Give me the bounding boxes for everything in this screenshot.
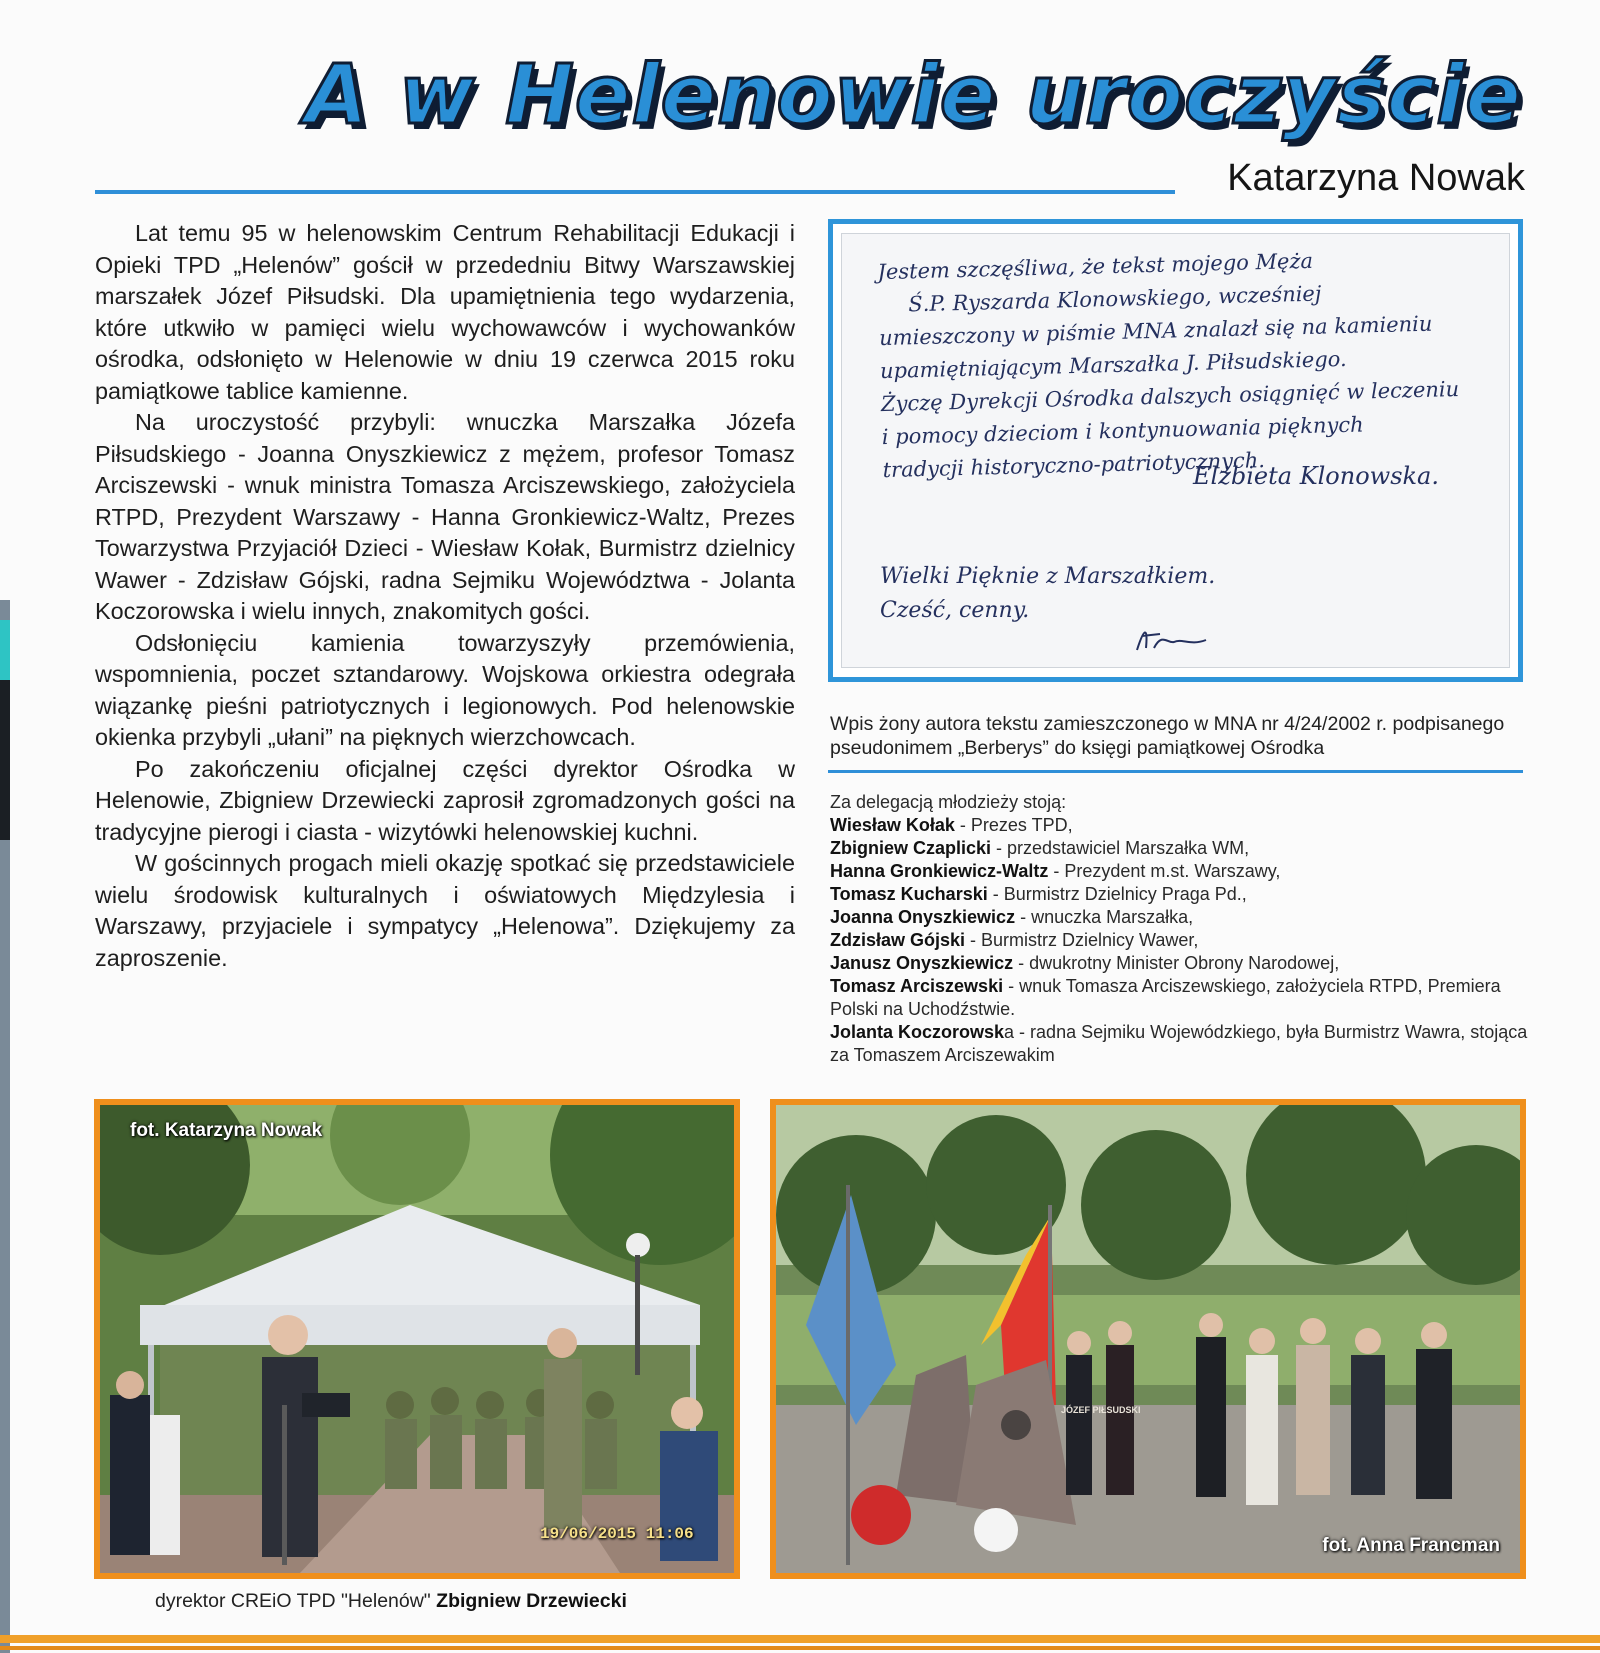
person-role: - wnuk Tomasza Arciszewskiego, założyciela RTPD, Premiera Polski na Uchodźstwie.	[830, 976, 1501, 1019]
plaque-inscription: JÓZEF PIŁSUDSKI	[1061, 1405, 1141, 1415]
handwriting-line: Jestem szczęśliwa, że tekst mojego Męża	[877, 248, 1314, 285]
guestbook-page	[841, 233, 1510, 668]
person-role: - Burmistrz Dzielnicy Praga Pd.,	[987, 884, 1247, 904]
paragraph: Lat temu 95 w helenowskim Centrum Rehabilitacji Edukacji i Opieki TPD „Helenów” gościł w przededniu Bitwy Warszawskiej marszałek Józef Piłsudski. Dla upamiętnienia tego wydarzenia, które utkwiło w pamięci wielu wychowawców i wychowanków ośrodka, odsłonięto w Helenowie w dniu 19 czerwca 2015 roku pamiątkowe tablice kamienne.	[95, 220, 795, 404]
photo-caption-left	[155, 1590, 627, 1613]
handwriting-line: i pomocy dzieciom i kontynuowania pięknych	[881, 412, 1364, 450]
photo-credit-right: fot. Anna Francman	[1322, 1535, 1500, 1556]
person-name: Jolanta Koczorowsk	[830, 1022, 1005, 1042]
caption-name: Zbigniew Drzewiecki	[436, 1590, 627, 1612]
person-name: Zbigniew Czaplicki	[830, 838, 992, 858]
guestbook-handwriting	[877, 240, 1503, 487]
caption-text: dyrektor CREiO TPD "Helenów"	[155, 1590, 437, 1612]
list-item	[830, 929, 1530, 952]
delegation-intro: Za delegacją młodzieży stoją:	[830, 792, 1067, 812]
page-edge-accent	[0, 620, 10, 680]
guestbook-caption: Wpis żony autora tekstu zamieszczonego w MNA nr 4/24/2002 r. podpisanego pseudonimem „Berberys” do księgi pamiątkowej Ośrodka	[830, 713, 1505, 759]
handwriting-line: tradycji historyczno-patriotycznych.	[882, 448, 1266, 483]
paragraph: Po zakończeniu oficjalnej części dyrektor Ośrodka w Helenowie, Zbigniew Drzewiecki zaprosił zgromadzonych gości na tradycyjne pierogi i ciasta - wizytówki helenowskiej kuchni.	[95, 755, 795, 845]
list-item	[830, 1021, 1530, 1067]
ceremony-illustration	[100, 1105, 734, 1573]
handwriting-line: Życzę Dyrekcji Ośrodka dalszych osiągnięć w leczeniu	[880, 376, 1460, 417]
delegation-list	[830, 791, 1530, 1067]
guestbook-photo	[828, 219, 1523, 682]
person-role: - Prezydent m.st. Warszawy,	[1048, 861, 1281, 881]
article-author: Katarzyna Nowak	[1215, 155, 1525, 201]
list-item	[830, 883, 1530, 906]
guestbook-second-entry	[880, 560, 1215, 628]
paragraph: Na uroczystość przybyli: wnuczka Marszałka Józefa Piłsudskiego - Joanna Onyszkiewicz z mężem, profesor Tomasz Arciszewski - wnuk ministra Tomasza Arciszewskiego, założyciela RTPD, Prezydent Warszawy - Hanna Gronkiewicz-Waltz, Prezes Towarzystwa Przyjaciół Dzieci - Wiesław Kołak, Burmistrz dzielnicy Wawer - Zdzisław Gójski, radna Sejmiku Województwa - Jolanta Koczorowska i wielu innych, znakomitych gości.	[95, 409, 795, 624]
person-role: - Burmistrz Dzielnicy Wawer,	[965, 930, 1199, 950]
person-role: - wnuczka Marszałka,	[1015, 907, 1194, 927]
list-item	[830, 975, 1530, 1021]
photo-credit-left: fot. Katarzyna Nowak	[130, 1120, 323, 1141]
list-item	[830, 814, 1530, 837]
person-role: a - radna Sejmiku Wojewódzkiego, była Burmistrz Wawra, stojąca za Tomaszem Arciszewakim	[830, 1022, 1528, 1065]
person-name: Tomasz Kucharski	[830, 884, 988, 904]
handwriting-line: Wielki Pięknie z Marszałkiem.	[880, 564, 1216, 589]
footer-rule-secondary	[0, 1646, 1600, 1650]
handwriting-line: umieszczony w piśmie MNA znalazł się na kamieniu	[878, 311, 1433, 351]
ceremony-photo-left	[94, 1099, 740, 1579]
list-item	[830, 952, 1530, 975]
paragraph: W gościnnych progach mieli okazję spotkać się przedstawiciele wielu środowisk kulturalnych i oświatowych Międzylesia i Warszawy, przyjaciele i sympatycy „Helenowa”. Dziękujemy za zaproszenie.	[95, 850, 795, 971]
person-role: - dwukrotny Minister Obrony Narodowej,	[1013, 953, 1340, 973]
list-item	[830, 860, 1530, 883]
person-name: Wiesław Kołak	[830, 815, 955, 835]
monument-illustration	[776, 1105, 1520, 1573]
photo-timestamp: 19/06/2015 11:06	[540, 1525, 694, 1543]
paragraph: Odsłonięciu kamienia towarzyszyły przemówienia, wspomnienia, poczet sztandarowy. Wojskowa orkiestra odegrała wiązankę pieśni patriotycznych i legionowych. Pod helenowskie okienka przybyli „ułani” na pięknych wierzchowcach.	[95, 629, 795, 750]
person-name: Joanna Onyszkiewicz	[830, 907, 1016, 927]
person-name: Tomasz Arciszewski	[830, 976, 1004, 996]
article-body	[95, 218, 795, 974]
person-name: Zdzisław Gójski	[830, 930, 966, 950]
person-role: - Prezes TPD,	[954, 815, 1073, 835]
ceremony-photo-right	[770, 1099, 1526, 1579]
handwriting-line: Cześć, cenny.	[880, 598, 1030, 623]
article-title: A w Helenowie uroczyście	[304, 48, 1522, 143]
person-name: Janusz Onyszkiewicz	[830, 953, 1014, 973]
person-role: - przedstawiciel Marszałka WM,	[991, 838, 1250, 858]
guestbook-signature: Elżbieta Klonowska.	[1193, 462, 1439, 490]
person-name: Hanna Gronkiewicz-Waltz	[830, 861, 1049, 881]
footer-rule	[0, 1635, 1600, 1643]
title-rule	[95, 190, 1175, 194]
list-item	[830, 906, 1530, 929]
list-item	[830, 837, 1530, 860]
handwriting-line: Ś.P. Ryszarda Klonowskiego, wcześniej	[908, 281, 1322, 317]
handwriting-line: upamiętniającym Marszałka J. Piłsudskiego.	[879, 346, 1347, 384]
scribbled-signature	[1132, 624, 1212, 654]
section-rule	[828, 770, 1523, 773]
